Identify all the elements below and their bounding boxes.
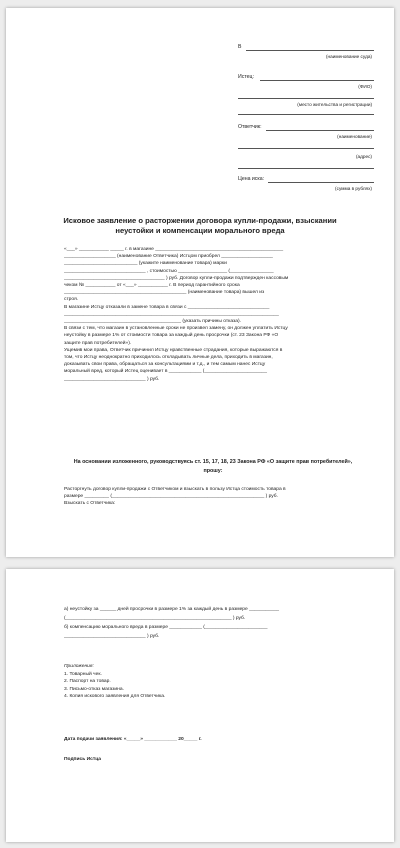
plaintiff-address-line-2: [238, 114, 374, 115]
price-line: [268, 182, 374, 183]
defendant-label: Ответчик:: [238, 124, 262, 130]
price-caption: (сумма в рублях): [335, 186, 372, 191]
defendant-address-line-2: [238, 168, 374, 169]
plaintiff-signature: Подпись Истца: [64, 757, 102, 762]
penalty-block: [64, 605, 362, 641]
defendant-name-caption: (наименование): [337, 134, 372, 139]
body-line: строя.: [64, 297, 79, 303]
penalty-line: (_____________________________________________________________ ) руб.: [64, 616, 246, 621]
body-line: чеком № ___________ от «___» ___________ г. В период гарантийного срока: [64, 283, 240, 289]
body-line: ______________________________ ) руб.: [64, 376, 160, 382]
defendant-address-line: [238, 148, 374, 149]
body-line: доказывать свои права, обращаться за консультациями и т.д., и тем самым нанес Истцу: [64, 362, 266, 368]
body-line: _____________________________________ ) руб. Договор купли-продажи подтвержден кассовым: [64, 275, 289, 281]
body-line: В магазине Истцу отказали в замене товара в связи с ______________________________: [64, 304, 270, 310]
court-caption: (наименование суда): [326, 54, 372, 59]
attachment-item: 2. Паспорт на товар.: [64, 679, 111, 685]
body-line: ___________________________________________ (указать причины отказа).: [64, 319, 241, 325]
request-line: Расторгнуть договор купли-продажи с Ответчиком и взыскать в пользу Истца стоимость товара в: [64, 487, 286, 492]
body-line: том, что Истцу неоднократно приходилось откладывать личные дела, приходить в магазин,: [64, 355, 273, 361]
body-line: «___» ___________ _____ г. в магазине _______________________________________________: [64, 247, 284, 252]
plaintiff-address-caption: (место жительства и регистрации): [297, 102, 372, 107]
penalty-line: а) неустойку за ______ дней просрочки в размере 1% за каждый день в размере ___________: [64, 607, 280, 612]
plaintiff-line: [260, 80, 374, 81]
defendant-address-caption: (адрес): [355, 154, 372, 159]
attachment-item: 1. Товарный чек.: [64, 671, 102, 677]
body-line: Ущемив мои права, Ответчик причинил Истцу нравственные страдания, которые выражаются в: [64, 347, 283, 353]
plaintiff-fio-caption: (ФИО): [358, 84, 372, 89]
body-line: ______________________________ , стоимостью __________________ (________________: [64, 268, 274, 274]
penalty-line: б) компенсацию морального вреда в размере ____________ (_______________________: [64, 625, 268, 630]
court-label: В: [238, 44, 242, 50]
body-line: ___________________________ (укажите наименование товара) марки: [64, 261, 227, 267]
attachment-item: 4. Копия искового заявления для Ответчика.: [64, 694, 166, 700]
plaintiff-address-line: [238, 98, 374, 99]
body-line: неустойку в размере 1% от стоимости товара за каждый день просрочки (ст. 23 Закона РФ «О: [64, 333, 279, 339]
body-line: _______________________________________________________________________________: [64, 311, 279, 317]
request-block: [64, 486, 362, 508]
document-page-1: [6, 8, 394, 557]
filing-date-line: Дата подачи заявления: «_____» ____________ 20_____ г.: [64, 737, 202, 742]
body-line: защите прав потребителей»).: [64, 340, 132, 346]
claim-body: [64, 246, 362, 383]
plaintiff-label: Истец:: [238, 74, 254, 80]
body-line: ___________________ (наименование Ответчика) Истцом приобрел ___________________: [64, 254, 273, 260]
attachments-title: Приложения:: [64, 664, 94, 669]
price-label: Цена иска:: [238, 176, 265, 182]
request-line: размере _________ (________________________________________________________ ) руб.: [64, 494, 278, 500]
attachment-item: 3. Письмо-отказ магазина.: [64, 686, 124, 692]
basis-heading: На основании изложенного, руководствуясь ст. 15, 17, 18, 23 Закона РФ «О защите прав потребителей», прошу:: [73, 459, 353, 474]
body-line: моральный вред, который Истец оценивает в ____________ (_______________________: [64, 369, 267, 375]
document-page-2: [6, 569, 394, 842]
document-title: Исковое заявление о расторжении договора купли-продажи, взыскании неустойки и компенсации морального вреда: [63, 216, 337, 235]
defendant-line: [266, 130, 374, 131]
request-line: Взыскать с Ответчика:: [64, 501, 116, 507]
body-line: _____________________________________________ (наименование товара) вышел из: [64, 290, 265, 296]
attachments-block: [64, 663, 362, 701]
court-line: [246, 50, 374, 51]
penalty-line: ______________________________ ) руб.: [64, 634, 160, 639]
body-line: В связи с тем, что магазин в установленные сроки не произвел замену, он должен уплатить Истцу: [64, 326, 288, 332]
